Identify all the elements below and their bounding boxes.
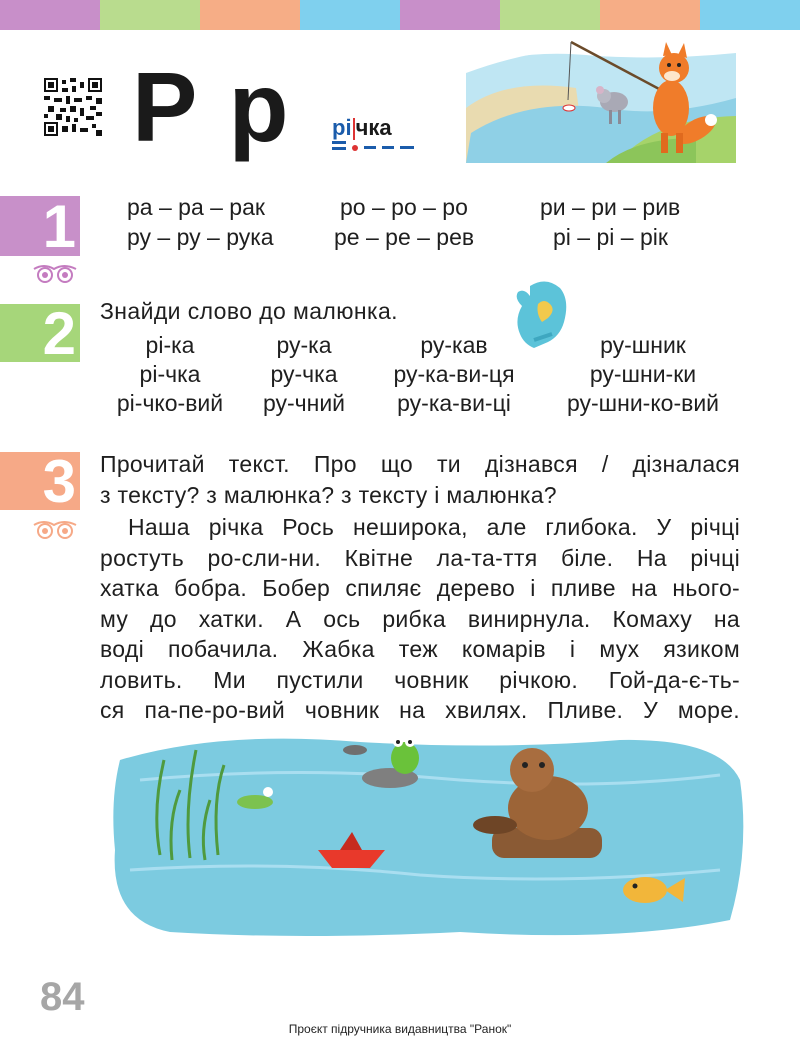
word-cell: ру-чка <box>270 361 338 387</box>
syllable-cell: ри – ри – рив <box>540 194 681 220</box>
sound-scheme <box>332 141 422 153</box>
color-bar-segment <box>500 0 600 30</box>
color-bar-segment <box>600 0 700 30</box>
word-cell: ру-чний <box>262 390 346 416</box>
word-cell: ру-шни-ко-вий <box>566 390 720 416</box>
text-line: ся па-пе-ро-вий човник на хвилях. Пливе. У море. <box>100 697 740 723</box>
text-line: ловить. Ми пустили човник річкою. Гой-да-є-ть- <box>100 666 740 693</box>
word-cell: ру-ка-ви-ця <box>393 361 515 387</box>
syllable-cell: ре – ре – рев <box>334 224 475 250</box>
instruction-line: з тексту? з малюнка? з тексту і малюнка? <box>100 481 557 508</box>
color-bar-segment <box>100 0 200 30</box>
syllable-cell: рі – рі – рік <box>553 224 668 250</box>
task-number-3: 3 <box>0 452 80 510</box>
text-line: му до хатки. А ось рибка винирнула. Комаху на <box>100 605 740 632</box>
color-bar-segment <box>200 0 300 30</box>
syllable-cell: ра – ра – рак <box>127 194 265 220</box>
instruction-line: Прочитай текст. Про що ти дізнався / дізналася <box>100 451 740 477</box>
sample-word <box>332 115 392 141</box>
letter-title: Р р <box>132 52 291 162</box>
mitten-icon <box>512 278 574 350</box>
word-cell: ру-шни-ки <box>589 361 697 387</box>
lily-pad <box>237 795 273 809</box>
task-number-2: 2 <box>0 304 80 362</box>
color-bar-segment <box>400 0 500 30</box>
task2-instruction: Знайди слово до малюнка. <box>100 298 398 324</box>
word-cell: ру-ка <box>276 332 332 358</box>
text-line: Наша річка Рось неширока, але глибока. У річці <box>128 514 740 540</box>
text-line: ростуть ро-сли-ни. Квітне ла-та-ття біле. На річці <box>100 544 740 571</box>
word-cell: рі-ка <box>145 332 195 358</box>
sample-word-syllable-1: рі <box>332 115 352 140</box>
syllable-cell: ру – ру – рука <box>127 224 274 250</box>
text-line: хатка бобра. Бобер спиляє дерево і пливе на нього- <box>100 575 740 601</box>
color-bar-segment <box>0 0 100 30</box>
reading-text <box>100 512 740 726</box>
word-cell: рі-чка <box>139 361 201 387</box>
syllable-cell: ро – ро – ро <box>340 194 468 220</box>
color-bar-segment <box>300 0 400 30</box>
sample-word-syllable-2: чка <box>355 115 392 140</box>
task-number-1: 1 <box>0 196 80 256</box>
word-cell: ру-ка-ви-ці <box>397 390 511 416</box>
word-cell: рі-чко-вий <box>116 390 224 416</box>
color-bar-segment <box>700 0 800 30</box>
syllable-divider <box>353 118 355 140</box>
reading-eyes-icon <box>32 263 78 283</box>
footer-note: Проєкт підручника видавництва "Ранок" <box>288 1022 512 1036</box>
text-line: воді побачила. Жабка теж комарів і мух язиком <box>100 636 740 662</box>
reading-eyes-icon <box>32 519 78 539</box>
word-cell: ру-шник <box>600 332 686 358</box>
page-number: 84 <box>40 975 85 1019</box>
qr-code-icon[interactable] <box>44 78 102 136</box>
word-cell: ру-кав <box>420 332 488 358</box>
fox-fishing-illustration <box>466 38 736 163</box>
river-illustration <box>100 720 750 945</box>
water-lily <box>263 787 273 797</box>
task3-instruction <box>100 449 740 510</box>
top-color-bar <box>0 0 800 30</box>
